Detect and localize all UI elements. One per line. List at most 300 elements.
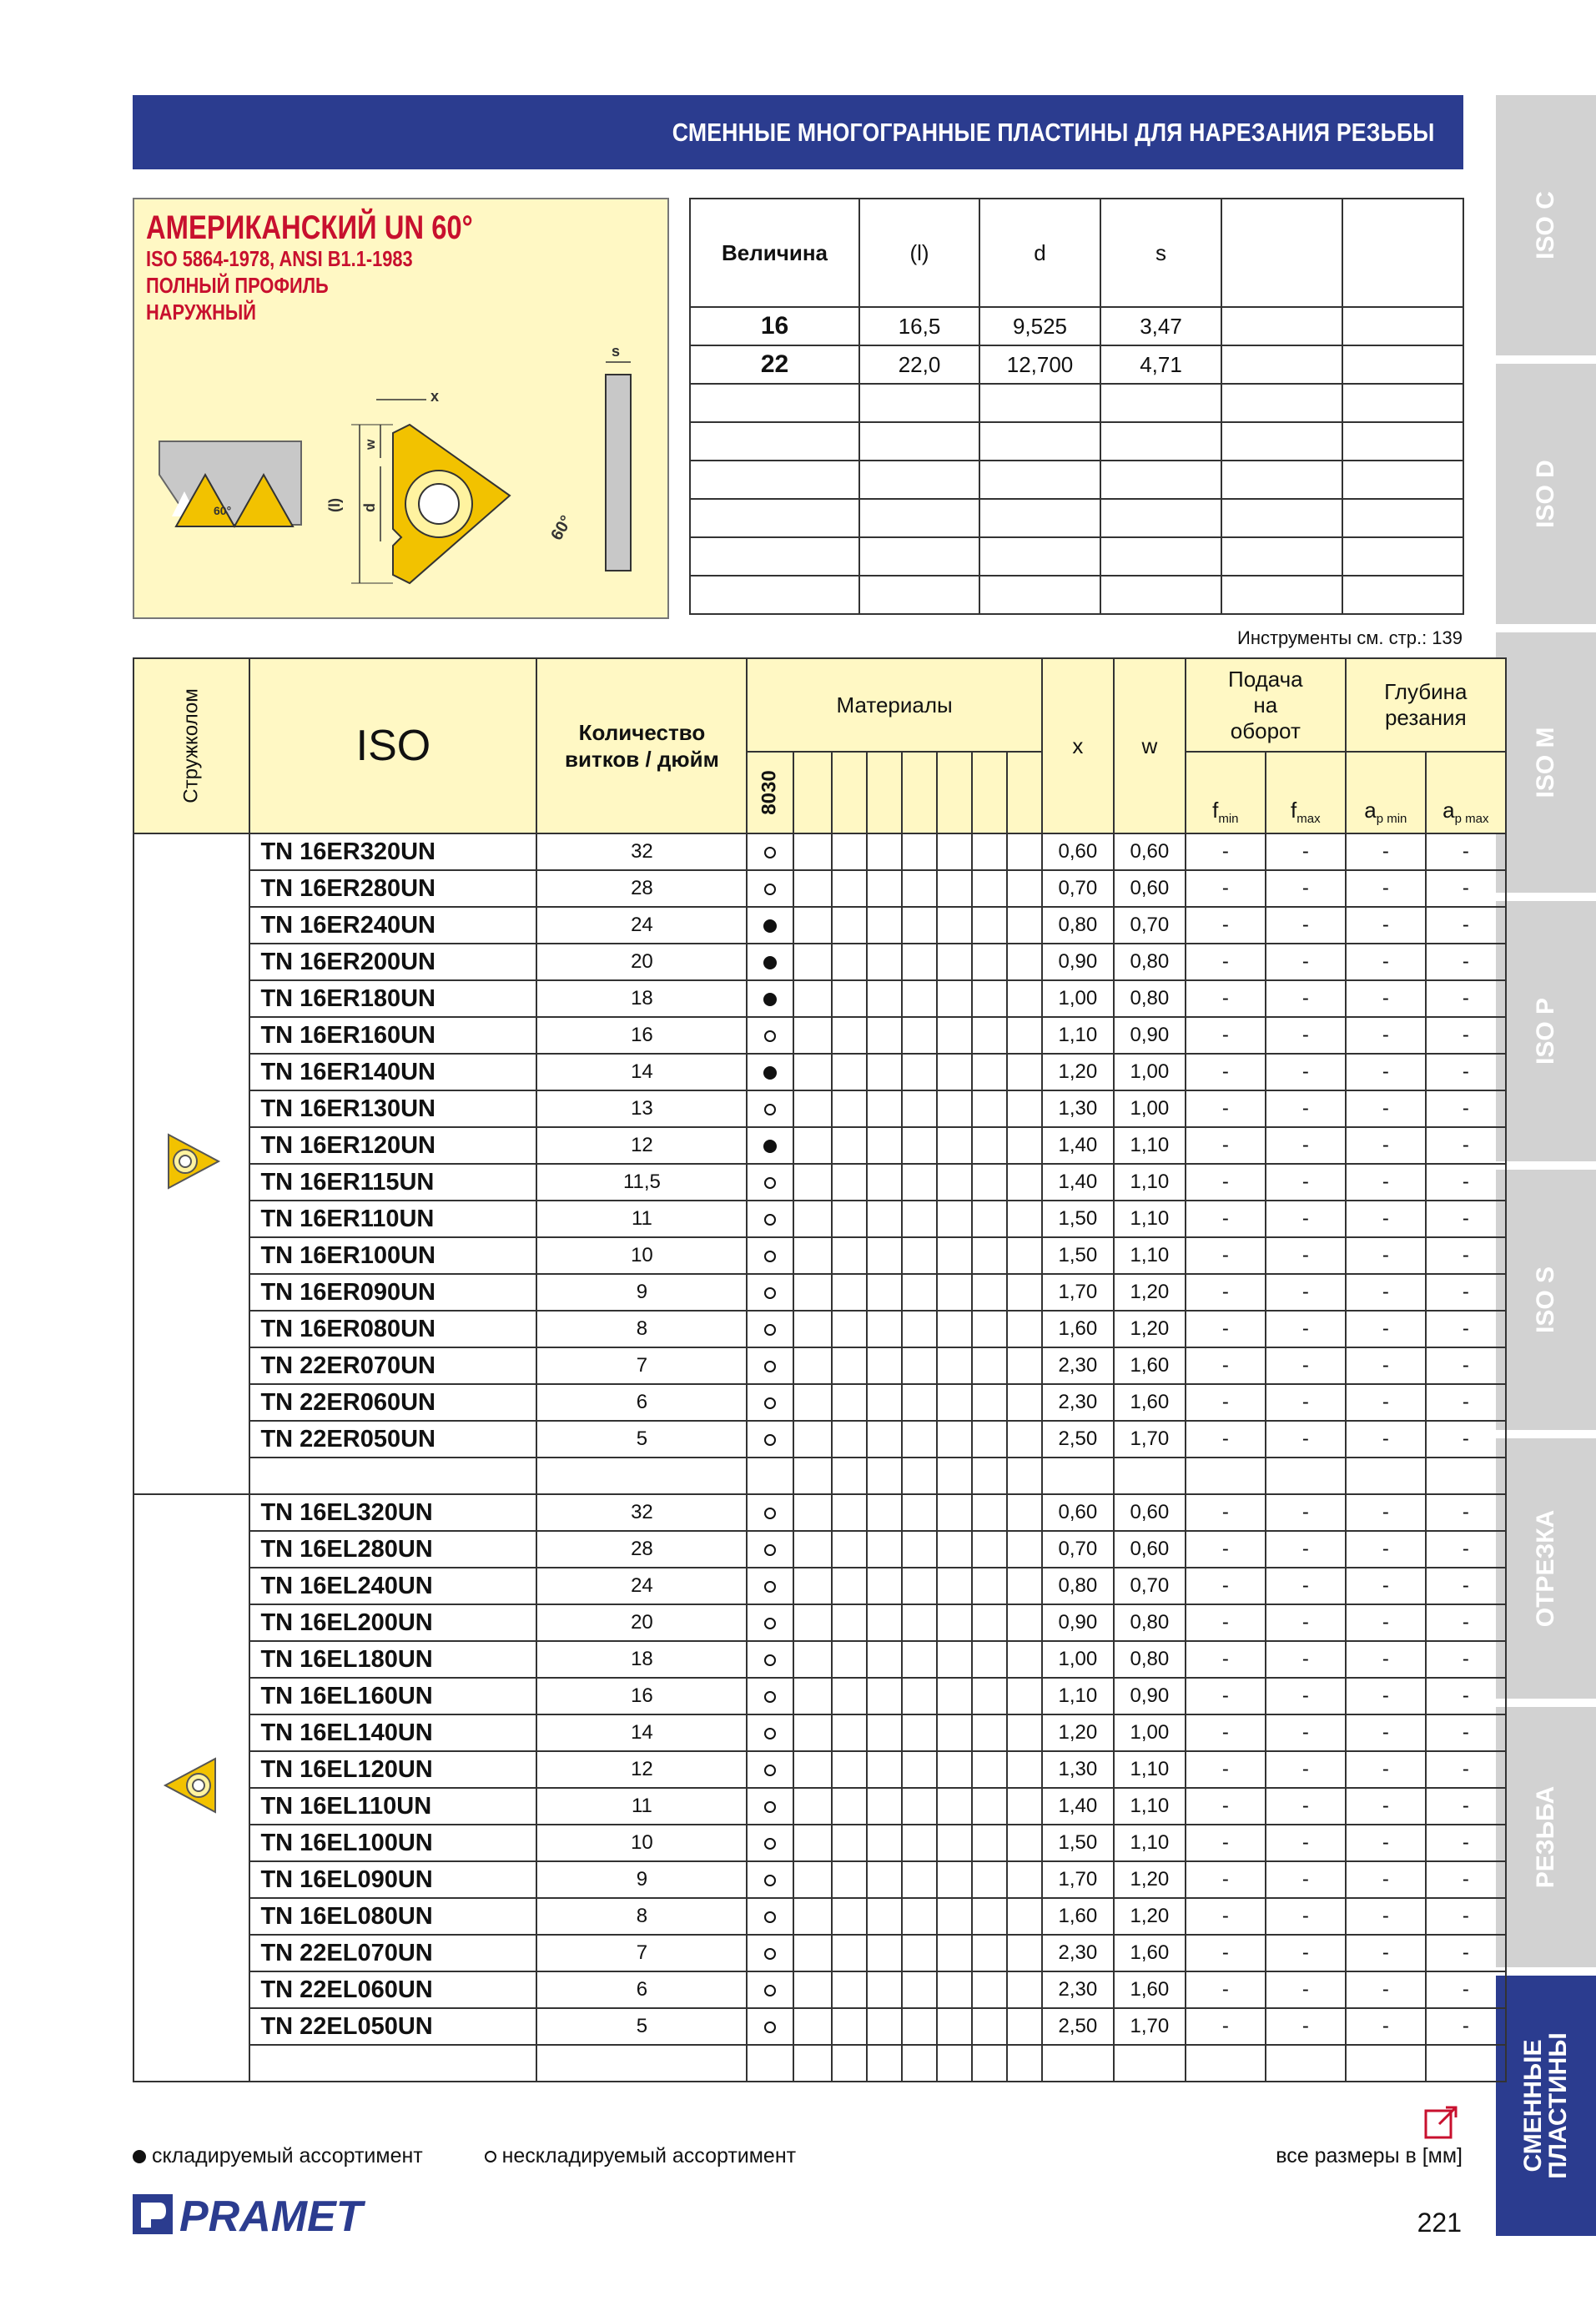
material-slot [832,1237,867,1274]
threads-per-inch: 5 [536,2008,747,2045]
material-slot [1007,1347,1042,1384]
material-slot [902,1825,937,1861]
threads-per-inch: 9 [536,1274,747,1311]
grade-availability [747,1237,793,1274]
threads-per-inch: 13 [536,1090,747,1127]
material-slot [1007,1090,1042,1127]
material-slot [867,1861,902,1898]
material-slot [902,1311,937,1347]
grade-availability [747,944,793,980]
material-slot [1007,1201,1042,1237]
w-value: 0,60 [1114,1494,1186,1531]
apmax-value: - [1426,1164,1506,1201]
fmin-value: - [1186,1090,1266,1127]
material-slot [832,833,867,870]
table-row[interactable] [133,2008,1506,2045]
material-slot [832,1164,867,1201]
not-stocked-marker-icon [764,1030,776,1042]
table-row[interactable] [133,907,1506,944]
apmin-value: - [1346,1054,1426,1090]
fmax-value: - [1266,1127,1346,1164]
material-slot [972,1678,1007,1714]
insert-code: TN 16EL200UN [249,1604,536,1641]
threads-per-inch: 10 [536,1237,747,1274]
table-row[interactable] [133,1090,1506,1127]
material-slot [1007,1788,1042,1825]
table-row[interactable] [133,1237,1506,1274]
not-stocked-marker-icon [764,2021,776,2033]
table-row[interactable] [133,1825,1506,1861]
w-value: 1,10 [1114,1201,1186,1237]
grade-availability [747,907,793,944]
w-value: 0,90 [1114,1678,1186,1714]
material-slot [1007,1568,1042,1604]
material-slot [832,1604,867,1641]
insert-code: TN 22EL060UN [249,1971,536,2008]
dim-x-label: x [430,388,440,405]
material-slot [972,1421,1007,1458]
material-slot [867,1164,902,1201]
material-slot [793,1714,832,1751]
table-row[interactable] [133,1494,1506,1531]
threads-header: Количество витков / дюйм [536,658,747,833]
table-row[interactable] [133,1971,1506,2008]
material-slot [793,1494,832,1531]
apmax-value: - [1426,1898,1506,1935]
page-number: 221 [1417,2208,1462,2238]
material-slot [972,1274,1007,1311]
dim-d-label: d [361,503,378,512]
material-slot [832,1751,867,1788]
material-slot [867,1384,902,1421]
size-header-cell: d [979,199,1100,307]
material-slot [937,870,972,907]
material-slot [867,1971,902,2008]
material-slot [937,1714,972,1751]
x-value: 0,60 [1042,833,1114,870]
material-slot [832,1054,867,1090]
not-stocked-marker-icon [764,1544,776,1556]
fmin-value: - [1186,1568,1266,1604]
material-slot [1007,1384,1042,1421]
fmin-value: - [1186,1127,1266,1164]
side-tab-label: ISO D [1532,460,1559,528]
material-slot [867,1237,902,1274]
material-slot [902,1641,937,1678]
apmax-value: - [1426,1054,1506,1090]
material-slot [972,1347,1007,1384]
table-row[interactable] [133,1201,1506,1237]
side-tab-label: РЕЗЬБА [1532,1785,1559,1889]
material-slot [867,1274,902,1311]
material-slot [1007,2008,1042,2045]
table-row[interactable] [133,1604,1506,1641]
grade-availability [747,1201,793,1237]
material-slot [937,1421,972,1458]
material-slot [832,1714,867,1751]
size-header-cell: (l) [859,199,979,307]
table-row[interactable] [133,1678,1506,1714]
material-slot [937,1090,972,1127]
apmin-value: - [1346,1201,1426,1237]
fmin-value: - [1186,1751,1266,1788]
side-tab-iso-d[interactable] [1496,364,1596,624]
apmax-value: - [1426,1714,1506,1751]
table-row[interactable] [133,1054,1506,1090]
table-row[interactable] [133,1164,1506,1201]
fmin-value: - [1186,1678,1266,1714]
x-value: 2,30 [1042,1935,1114,1971]
side-tab-iso-c[interactable] [1496,95,1596,355]
grade-availability [747,980,793,1017]
threads-per-inch: 20 [536,1604,747,1641]
material-slot [902,1384,937,1421]
side-tab-inserts[interactable] [1496,1976,1596,2236]
w-value: 0,80 [1114,980,1186,1017]
material-slot [937,1788,972,1825]
material-slot [793,1641,832,1678]
material-slot [1007,1935,1042,1971]
material-slot [832,2008,867,2045]
grade-availability [747,1898,793,1935]
apmax-value: - [1426,1274,1506,1311]
material-slot [972,1604,1007,1641]
table-row[interactable] [133,1127,1506,1164]
material-slot [937,1164,972,1201]
side-tab-threading[interactable] [1496,1707,1596,1967]
fmax-value: - [1266,1935,1346,1971]
table-row[interactable] [133,1274,1506,1311]
table-row[interactable] [133,1421,1506,1458]
fmin-value: - [1186,1971,1266,2008]
fmax-sub-label: max [1296,812,1321,826]
not-stocked-marker-icon [764,1214,776,1226]
w-value: 0,60 [1114,833,1186,870]
material-slot [972,1311,1007,1347]
apmax-value: - [1426,1384,1506,1421]
material-slot [902,1494,937,1531]
material-slot [867,1898,902,1935]
w-value: 1,60 [1114,1971,1186,2008]
legend-stocked: складируемый ассортимент [151,2144,423,2167]
grade-availability [747,1311,793,1347]
grade-availability [747,1164,793,1201]
spacer-row [133,2045,1506,2082]
grade-availability [747,1384,793,1421]
external-link-icon[interactable] [1422,2102,1461,2141]
material-slot [972,980,1007,1017]
fmin-value: - [1186,1384,1266,1421]
material-slot [902,1054,937,1090]
table-row[interactable] [133,1531,1506,1568]
threads-per-inch: 16 [536,1678,747,1714]
fmax-value: - [1266,1090,1346,1127]
material-slot [972,944,1007,980]
w-value: 1,10 [1114,1751,1186,1788]
stocked-marker-icon [763,993,777,1006]
material-slot [902,1164,937,1201]
size-header-cell [1221,199,1342,307]
material-slot [1007,833,1042,870]
apmin-value: - [1346,1678,1426,1714]
table-row[interactable] [133,944,1506,980]
apmax-value: - [1426,1311,1506,1347]
table-row[interactable] [133,1568,1506,1604]
apmax-value: - [1426,1641,1506,1678]
table-row[interactable] [133,1641,1506,1678]
grade-header [747,752,793,833]
size-row [690,307,1463,345]
material-slot [937,1384,972,1421]
insert-diagram [143,341,660,617]
not-stocked-marker-icon [764,884,776,895]
insert-code: TN 16EL160UN [249,1678,536,1714]
threads-per-inch: 7 [536,1935,747,1971]
material-slot [902,1898,937,1935]
material-slot [972,1898,1007,1935]
fmin-value: - [1186,980,1266,1017]
apmin-value: - [1346,980,1426,1017]
grade-availability [747,1127,793,1164]
material-slot [972,752,1007,833]
material-slot [902,833,937,870]
side-tab-iso-m[interactable] [1496,632,1596,893]
material-slot [937,1568,972,1604]
fmax-value: - [1266,833,1346,870]
table-row[interactable] [133,1861,1506,1898]
size-cell: 16 [690,307,859,345]
material-slot [793,1678,832,1714]
fmin-value: - [1186,944,1266,980]
fmin-value: - [1186,870,1266,907]
apmax-sub-label: p max [1454,812,1489,826]
fmax-value: - [1266,1898,1346,1935]
fmin-header [1186,752,1266,833]
size-cell [1342,307,1463,345]
material-slot [972,1054,1007,1090]
material-slot [867,2008,902,2045]
material-slot [937,752,972,833]
apmin-value: - [1346,944,1426,980]
fmin-value: - [1186,907,1266,944]
material-slot [793,1898,832,1935]
material-slot [1007,1274,1042,1311]
stocked-marker-icon [763,1066,777,1080]
w-value: 0,80 [1114,1641,1186,1678]
material-slot [1007,752,1042,833]
table-row[interactable] [133,1898,1506,1935]
material-slot [867,1678,902,1714]
fmin-label: f [1212,797,1219,823]
threads-per-inch: 11 [536,1788,747,1825]
material-slot [937,1237,972,1274]
fmin-value: - [1186,1861,1266,1898]
material-slot [937,1825,972,1861]
table-row[interactable] [133,833,1506,870]
material-slot [902,980,937,1017]
apmin-value: - [1346,1017,1426,1054]
material-slot [1007,944,1042,980]
material-slot [832,1201,867,1237]
iso-header: ISO [249,658,536,833]
material-slot [1007,1971,1042,2008]
grade-availability [747,870,793,907]
fmax-header [1266,752,1346,833]
material-slot [793,2008,832,2045]
material-slot [937,1678,972,1714]
info-box [133,198,669,619]
material-slot [902,1604,937,1641]
size-row-empty [690,537,1463,576]
material-slot [793,1751,832,1788]
material-slot [937,1494,972,1531]
fmin-value: - [1186,1421,1266,1458]
material-slot [832,1825,867,1861]
insert-code: TN 16ER090UN [249,1274,536,1311]
material-slot [972,907,1007,944]
fmax-value: - [1266,1714,1346,1751]
side-tab-iso-s[interactable] [1496,1170,1596,1430]
stocked-marker-icon [763,919,777,933]
apmax-value: - [1426,1935,1506,1971]
apmin-value: - [1346,1568,1426,1604]
material-slot [902,944,937,980]
table-row[interactable] [133,870,1506,907]
material-slot [1007,907,1042,944]
table-row[interactable] [133,980,1506,1017]
fmin-value: - [1186,1825,1266,1861]
side-tab-cutoff[interactable] [1496,1438,1596,1699]
not-stocked-marker-icon [764,1765,776,1776]
dim-s-label: s [612,343,621,360]
apmax-label: a [1442,797,1455,823]
material-slot [1007,1861,1042,1898]
threads-per-inch: 16 [536,1017,747,1054]
fmin-value: - [1186,833,1266,870]
material-slot [937,833,972,870]
size-row-empty [690,384,1463,422]
w-value: 0,70 [1114,907,1186,944]
size-cell: 4,71 [1100,345,1221,384]
insert-code: TN 16EL180UN [249,1641,536,1678]
apmin-value: - [1346,1861,1426,1898]
material-slot [937,1054,972,1090]
insert-code: TN 16ER180UN [249,980,536,1017]
material-slot [867,1531,902,1568]
table-row[interactable] [133,1384,1506,1421]
apmax-value: - [1426,1237,1506,1274]
dim-l-label: (l) [326,498,343,512]
material-slot [937,1201,972,1237]
not-stocked-marker-icon [764,1581,776,1593]
table-row[interactable] [133,1751,1506,1788]
apmax-value: - [1426,1568,1506,1604]
material-slot [867,1641,902,1678]
material-slot [972,1788,1007,1825]
table-row[interactable] [133,1017,1506,1054]
size-row-empty [690,499,1463,537]
fmin-value: - [1186,1017,1266,1054]
insert-code: TN 16EL110UN [249,1788,536,1825]
material-slot [867,1751,902,1788]
apmax-value: - [1426,944,1506,980]
table-row[interactable] [133,1788,1506,1825]
material-slot [1007,1751,1042,1788]
material-slot [867,1494,902,1531]
material-slot [1007,1898,1042,1935]
grade-availability [747,1641,793,1678]
table-row[interactable] [133,1714,1506,1751]
material-slot [1007,1017,1042,1054]
apmin-value: - [1346,1531,1426,1568]
material-slot [793,1164,832,1201]
material-slot [1007,1641,1042,1678]
material-slot [937,1604,972,1641]
insert-code: TN 16EL320UN [249,1494,536,1531]
grade-availability [747,833,793,870]
x-value: 1,40 [1042,1788,1114,1825]
fmin-value: - [1186,1898,1266,1935]
material-slot [902,1788,937,1825]
material-slot [937,1935,972,1971]
fmin-value: - [1186,1788,1266,1825]
material-slot [972,1825,1007,1861]
table-row[interactable] [133,1347,1506,1384]
size-cell: 3,47 [1100,307,1221,345]
not-stocked-marker-icon [764,1728,776,1740]
material-slot [902,752,937,833]
angle-label-small: 60° [214,504,232,517]
threads-per-inch: 6 [536,1384,747,1421]
material-slot [937,1127,972,1164]
material-slot [1007,1678,1042,1714]
header-bar [133,95,1463,169]
threads-per-inch: 10 [536,1825,747,1861]
material-slot [972,1568,1007,1604]
not-stocked-marker-icon [764,1361,776,1372]
apmax-value: - [1426,1494,1506,1531]
apmax-value: - [1426,1971,1506,2008]
apmin-value: - [1346,1971,1426,2008]
legend [133,2144,796,2168]
grade-availability [747,1678,793,1714]
grade-availability [747,1971,793,2008]
fmin-value: - [1186,1237,1266,1274]
side-tab-label: ISO S [1532,1266,1559,1334]
fmin-value: - [1186,1347,1266,1384]
material-slot [972,1164,1007,1201]
material-slot [1007,1604,1042,1641]
threads-per-inch: 18 [536,980,747,1017]
insert-code: TN 16EL080UN [249,1898,536,1935]
apmin-value: - [1346,1164,1426,1201]
material-slot [832,1494,867,1531]
table-row[interactable] [133,1935,1506,1971]
grade-availability [747,1935,793,1971]
threads-per-inch: 18 [536,1641,747,1678]
apmax-value: - [1426,980,1506,1017]
fmin-value: - [1186,1604,1266,1641]
material-slot [793,1201,832,1237]
material-slot [793,1861,832,1898]
fmin-value: - [1186,1274,1266,1311]
apmax-value: - [1426,1090,1506,1127]
fmax-value: - [1266,2008,1346,2045]
x-value: 1,00 [1042,980,1114,1017]
size-cell: 12,700 [979,345,1100,384]
side-tab-iso-p[interactable] [1496,901,1596,1161]
table-row[interactable] [133,1311,1506,1347]
